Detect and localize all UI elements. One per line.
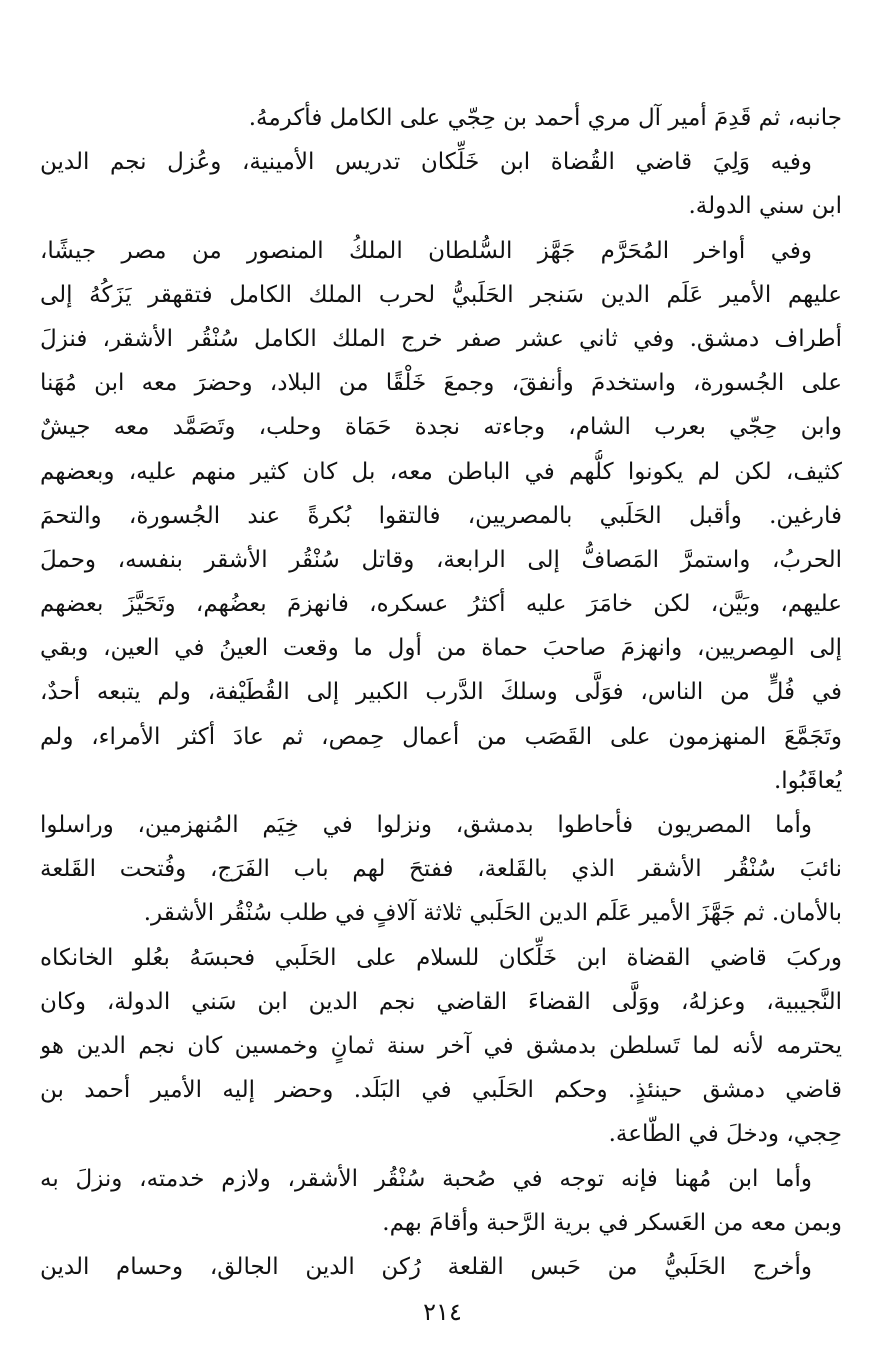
text-line: قاضي دمشق حينئذٍ. وحكم الحَلَبي في البَلَد. وحضر إليه الأمير أحمد بن: [40, 1077, 842, 1104]
text-line: نائبَ سُنْقُر الأشقر الذي بالقَلعة، ففتحَ لهم باب الفَرَج، وفُتحت القَلعة: [40, 856, 842, 883]
text-line: بالأمان. ثم جَهَّزَ الأمير عَلَم الدين الحَلَبي ثلاثة آلافٍ في طلب سُنْقُر الأشقر.: [143, 900, 842, 927]
text-line: وبمن معه من العَسكر في برية الرَّحبة وأقامَ بهم.: [382, 1209, 842, 1236]
text-line: عليهم، وبَيَّن، لكن خامَرَ عليه أكثرُ عسكره، فانهزمَ بعضُهم، وتَحَيَّزَ بعضهم: [40, 591, 842, 618]
text-line: وركبَ قاضي القضاة ابن خَلِّكان للسلام على الحَلَبي فحبسَهُ بعُلو الخانكاه: [40, 944, 842, 971]
body-text: [40, 96, 842, 1289]
text-line: وأما المصريون فأحاطوا بدمشق، ونزلوا في خِيَم المُنهزمين، وراسلوا: [40, 812, 812, 838]
text-line: وفيه وَلِيَ قاضي القُضاة ابن خَلِّكان تدريس الأمينية، وعُزل نجم الدين: [40, 149, 812, 176]
text-line: على الجُسورة، واستخدمَ وأنفقَ، وجمعَ خَلْقًا من البلاد، وحضرَ معه ابن مُهَنا: [40, 370, 842, 397]
text-line: وأخرج الحَلَبيُّ من حَبس القلعة رُكن الدين الجالق، وحسام الدين: [40, 1253, 812, 1280]
text-line: الحربُ، واستمرَّ المَصافُّ إلى الرابعة، وقاتل سُنْقُر الأشقر بنفسه، وحملَ: [40, 546, 842, 573]
text-line: عليهم الأمير عَلَم الدين سَنجر الحَلَبيُّ لحرب الملك الكامل فتقهقر يَزَكُهُ إلى: [40, 281, 842, 308]
text-line: كثيف، لكن لم يكونوا كلُّهم في الباطن معه، بل كان كثير منهم عليه، وبعضهم: [40, 458, 842, 485]
text-line: فارغين. وأقبل الحَلَبي بالمصريين، فالتقوا بُكرةً عند الجُسورة، والتحمَ: [40, 502, 842, 529]
text-line: إلى المِصريين، وانهزمَ صاحبَ حماة من أول ما وقعت العينُ في العين، وبقي: [40, 635, 842, 662]
text-line: حِجي، ودخلَ في الطّاعة.: [608, 1121, 842, 1148]
text-line: أطراف دمشق. وفي ثاني عشر صفر خرج الملك الكامل سُنْقُر الأشقر، فنزلَ: [40, 325, 842, 352]
text-line: وابن حِجّي بعرب الشام، وجاءته نجدة حَمَاة وحلب، وتَصَمَّد معه جيشٌ: [40, 414, 842, 441]
text-line: في فُلٍّ من الناس، فوَلَّى وسلكَ الدَّرب الكبير إلى القُطَيْفة، ولم يتبعه أحدٌ،: [40, 679, 842, 706]
text-line: وتَجَمَّعَ المنهزمون على القَصَب من أعمال حِمص، ثم عادَ أكثر الأمراء، ولم: [40, 723, 842, 750]
text-line: النَّجيبية، وعزلهُ، ووَلَّى القضاءَ القاضي نجم الدين ابن سَني الدولة، وكان: [40, 988, 842, 1015]
text-line: ابن سني الدولة.: [688, 193, 842, 220]
text-line: وفي أواخر المُحَرَّم جَهَّز السُّلطان الملكُ المنصور من مصر جيشًا،: [40, 237, 812, 264]
text-line: يُعاقَبُوا.: [773, 767, 842, 794]
text-line: جانبه، ثم قَدِمَ أمير آل مري أحمد بن حِجّي على الكامل فأكرمهُ.: [248, 105, 842, 131]
text-line: وأما ابن مُهنا فإنه توجه في صُحبة سُنْقُر الأشقر، ولازم خدمته، ونزلَ به: [40, 1165, 812, 1192]
text-line: يحترمه لأنه لما تَسلطن بدمشق في آخر سنة ثمانٍ وخمسين كان نجم الدين هو: [40, 1032, 842, 1059]
page-number: ٢١٤: [423, 1298, 462, 1326]
